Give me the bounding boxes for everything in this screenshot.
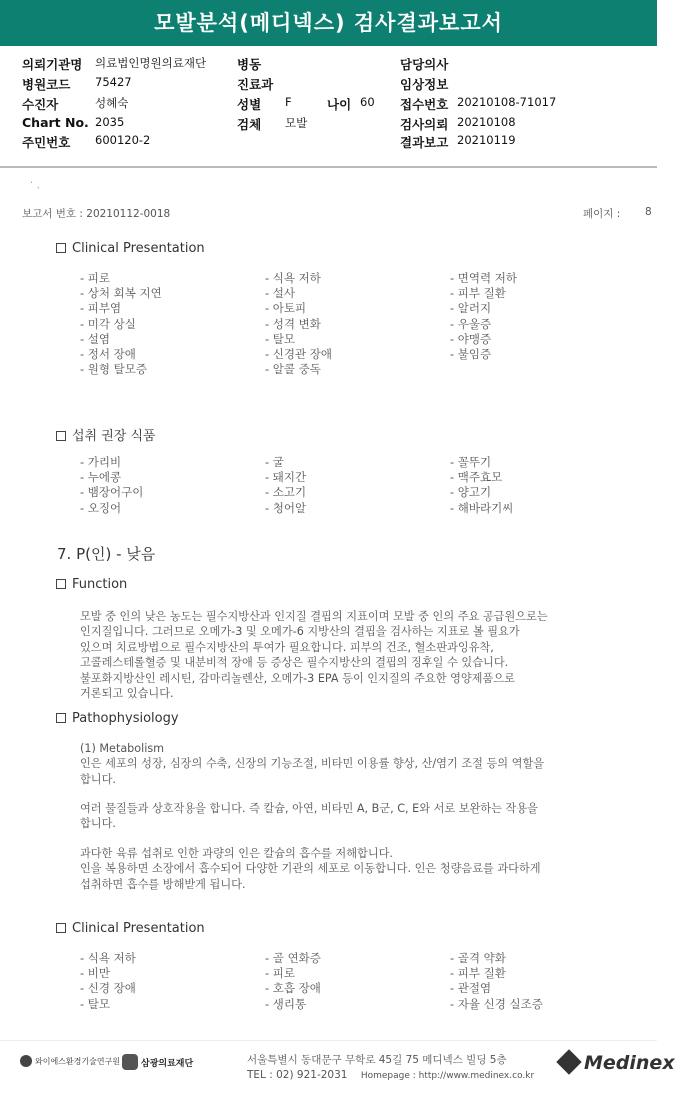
text-line: 섭취하면 흡수를 방해받게 됩니다. — [80, 877, 246, 891]
list-item: - 면역력 저하 — [450, 271, 518, 285]
list-item: - 야맹증 — [450, 331, 492, 346]
list-item: - 가리비 — [80, 455, 122, 469]
text-line: 인지질입니다. 그러므로 오메가-3 및 오메가-6 지방산의 결핍을 검사하는 지표로 볼 필요가 — [80, 625, 520, 639]
ssn-label: 주민번호 — [22, 135, 71, 150]
foundation-logo — [122, 1054, 193, 1070]
list-item: - 설염 — [80, 331, 111, 346]
institution-label: 의뢰기관명 — [22, 57, 83, 72]
list-item: - 골격 약화 — [450, 951, 506, 965]
mineral-heading: 7. P(인) - 낮음 — [57, 545, 156, 563]
report-title: 모발분석(메디넥스) 검사결과보고서 — [0, 0, 657, 46]
list-item: - 해바라기씨 — [450, 500, 514, 515]
section-pathophysiology — [56, 711, 179, 726]
request-value: 20210108 — [457, 115, 516, 129]
list-item: - 미각 상실 — [80, 316, 136, 331]
receipt-label: 접수번호 — [400, 97, 449, 112]
list-item: - 신경관 장애 — [265, 346, 333, 361]
report-date-label: 결과보고 — [400, 135, 449, 150]
age-value: 60 — [360, 95, 375, 109]
ward-label: 병동 — [237, 57, 262, 72]
checkbox-icon — [56, 713, 66, 723]
list-item: - 소고기 — [265, 485, 307, 500]
header-divider — [0, 166, 657, 168]
chart-label: Chart No. — [22, 115, 89, 130]
scan-specks: · ˎ — [30, 178, 42, 189]
address: 서울특별시 동대문구 무학로 45길 75 메디넥스 빌딩 5층 — [247, 1054, 507, 1066]
checkbox-icon — [56, 243, 66, 253]
list-item: - 탈모 — [265, 331, 296, 346]
text-line: (1) Metabolism — [80, 742, 165, 755]
list-item: - 굴 — [265, 455, 284, 469]
list-item: - 청어알 — [265, 500, 307, 515]
age-label: 나이 — [327, 97, 352, 112]
list-item: - 아토피 — [265, 301, 307, 316]
report-number: 보고서 번호 : 20210112-0018 — [22, 208, 171, 220]
list-item: - 불임증 — [450, 346, 492, 361]
institution-value: 의료법인명원의료재단 — [95, 56, 207, 70]
list-item: - 오징어 — [80, 500, 122, 515]
clinical-list-col3 — [450, 271, 517, 362]
hospital-code-label: 병원코드 — [22, 77, 71, 92]
foundation-logo-icon — [122, 1054, 138, 1070]
patient-label: 수진자 — [22, 97, 59, 112]
report-date-value: 20210119 — [457, 133, 516, 147]
request-label: 검사의뢰 — [400, 117, 449, 132]
clinical-list-col2 — [265, 271, 332, 377]
section-title: Function — [72, 577, 128, 592]
section-function — [56, 577, 127, 592]
list-item: - 알콜 중독 — [265, 362, 321, 377]
brand-name: Medinex — [584, 1052, 675, 1074]
list-item: - 성격 변화 — [265, 316, 321, 331]
list-item: - 상처 회복 지연 — [80, 286, 162, 301]
section-title: 섭취 권장 식품 — [72, 429, 156, 444]
patho-paragraph-1 — [80, 741, 640, 787]
text-line: 인을 복용하면 소장에서 흡수되어 다양한 기관의 세포로 이동합니다. 인은 청량음료를 과다하게 — [80, 862, 541, 876]
clinical-info-label: 임상정보 — [400, 77, 449, 92]
function-text — [80, 609, 640, 701]
foods-list-col1 — [80, 455, 143, 516]
list-item: - 비만 — [80, 966, 111, 981]
text-line: 거론되고 있습니다. — [80, 687, 174, 701]
section-title: Clinical Presentation — [72, 241, 205, 256]
chart-value: 2035 — [95, 115, 125, 129]
footer-divider — [0, 1040, 657, 1041]
text-line: 불포화지방산인 레시틴, 감마리놀렌산, 오메가-3 EPA 등이 인지질의 주요한 영양제품으로 — [80, 671, 515, 685]
checkbox-icon — [56, 923, 66, 933]
clinical2-list-col3 — [450, 951, 543, 1012]
section-title: Clinical Presentation — [72, 921, 205, 936]
text-line: 과다한 육류 섭취로 인한 과량의 인은 칼슘의 흡수를 저해합니다. — [80, 847, 393, 860]
text-line: 합니다. — [80, 817, 116, 831]
footer-address-block — [247, 1053, 534, 1084]
list-item: - 탈모 — [80, 996, 111, 1011]
medinex-logo — [560, 1052, 675, 1074]
specimen-value: 모발 — [285, 116, 308, 130]
doctor-label: 담당의사 — [400, 57, 449, 72]
list-item: - 누에콩 — [80, 470, 122, 485]
list-item: - 식욕 저하 — [80, 951, 136, 965]
medinex-logo-icon — [556, 1049, 581, 1074]
patho-paragraph-3 — [80, 846, 640, 892]
list-item: - 돼지간 — [265, 470, 307, 485]
list-item: - 원형 탈모증 — [80, 362, 148, 377]
text-line: 모발 중 인의 낮은 농도는 필수지방산과 인지질 결핍의 지표이며 모발 중 인의 주요 공급원으로는 — [80, 610, 548, 623]
clinical2-list-col2 — [265, 951, 321, 1012]
list-item: - 피부염 — [80, 301, 122, 316]
section-clinical-presentation-2 — [56, 921, 205, 936]
list-item: - 꼴뚜기 — [450, 455, 492, 469]
list-item: - 호흡 장애 — [265, 981, 321, 996]
list-item: - 골 연화증 — [265, 951, 321, 965]
list-item: - 정서 장애 — [80, 346, 136, 361]
list-item: - 알러지 — [450, 301, 492, 316]
list-item: - 뱀장어구이 — [80, 485, 144, 500]
patient-info — [0, 52, 657, 164]
page-label: 페이지 : — [583, 208, 621, 220]
foods-list-col3 — [450, 455, 513, 516]
list-item: - 설사 — [265, 286, 296, 301]
list-item: - 피부 질환 — [450, 286, 506, 301]
institute-name: 와이에스환경기술연구원 — [35, 1057, 121, 1066]
list-item: - 양고기 — [450, 485, 492, 500]
receipt-value: 20210108-71017 — [457, 95, 557, 109]
section-recommended-foods — [56, 425, 156, 444]
list-item: - 식욕 저하 — [265, 271, 321, 285]
checkbox-icon — [56, 431, 66, 441]
list-item: - 피로 — [80, 271, 111, 285]
clinical2-list-col1 — [80, 951, 136, 1012]
institute-logo — [20, 1055, 120, 1067]
institute-logo-icon — [20, 1055, 32, 1067]
sex-value: F — [285, 95, 292, 109]
foundation-name: 삼광의료재단 — [141, 1059, 194, 1069]
hospital-code-value: 75427 — [95, 75, 132, 89]
dept-label: 진료과 — [237, 77, 274, 92]
text-line: 인은 세포의 성장, 심장의 수축, 신장의 기능조절, 비타민 이용률 향상, 산/염기 조절 등의 역할을 — [80, 757, 545, 771]
patho-paragraph-2 — [80, 801, 640, 832]
list-item: - 신경 장애 — [80, 981, 136, 996]
list-item: - 우울증 — [450, 316, 492, 331]
list-item: - 맥주효모 — [450, 470, 503, 485]
section-title: Pathophysiology — [72, 711, 179, 726]
patient-value: 성혜숙 — [95, 96, 129, 110]
clinical-list-col1 — [80, 271, 162, 377]
text-line: 고콜레스테롤혈증 및 내분비적 장애 등 증상은 필수지방산의 결핍의 징후일 수 있습니다. — [80, 656, 509, 670]
telephone: TEL : 02) 921-2031 — [247, 1069, 348, 1081]
sex-label: 성별 — [237, 97, 262, 112]
list-item: - 생리통 — [265, 996, 307, 1011]
text-line: 합니다. — [80, 772, 116, 786]
list-item: - 피부 질환 — [450, 966, 506, 981]
checkbox-icon — [56, 579, 66, 589]
list-item: - 피로 — [265, 966, 296, 981]
list-item: - 자율 신경 실조증 — [450, 996, 543, 1011]
foods-list-col2 — [265, 455, 306, 516]
text-line: 여러 물질들과 상호작용을 합니다. 즉 칼슘, 아연, 비타민 A, B군, C, E와 서로 보완하는 작용을 — [80, 802, 538, 815]
ssn-value: 600120-2 — [95, 133, 151, 147]
section-clinical-presentation-1 — [56, 241, 205, 256]
specimen-label: 검체 — [237, 117, 262, 132]
text-line: 있으며 치료방법으로 필수지방산의 투여가 필요합니다. 피부의 건조, 혈소판과잉유착, — [80, 640, 494, 654]
list-item: - 관절염 — [450, 981, 492, 996]
page-number: 8 — [645, 206, 652, 218]
homepage: Homepage : http://www.medinex.co.kr — [360, 1071, 535, 1081]
